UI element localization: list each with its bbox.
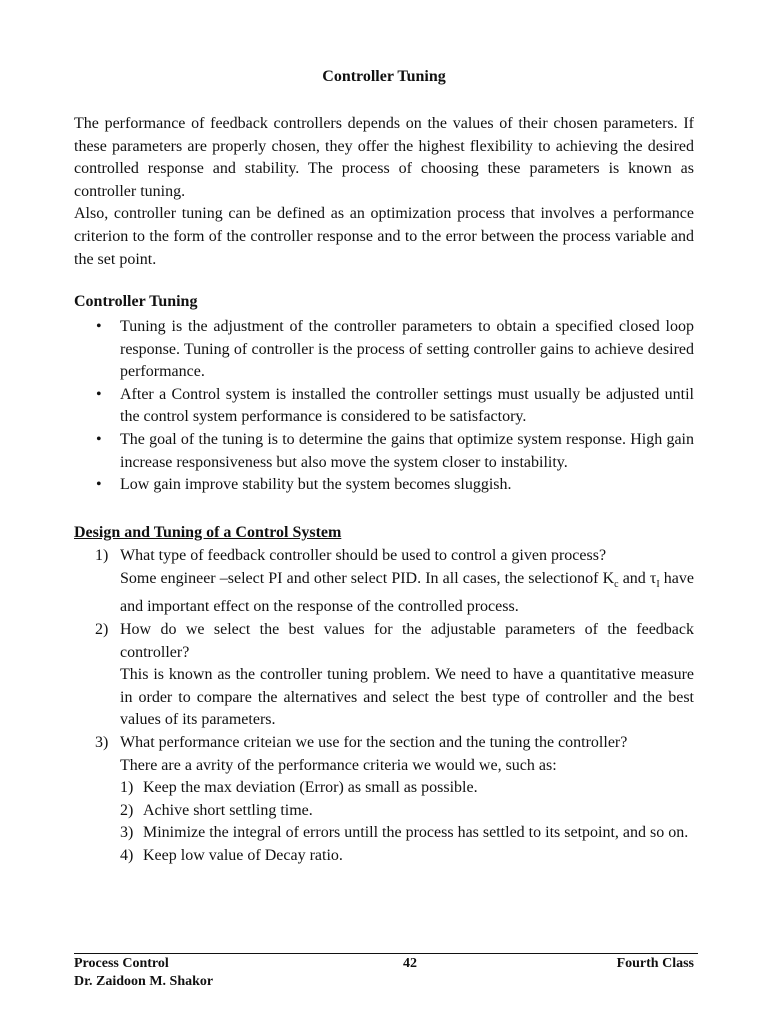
question-text: How do we select the best values for the adjustable parameters of the feedback controller? (120, 620, 694, 661)
list-item (95, 619, 694, 732)
intro-text (74, 113, 694, 271)
list-item (96, 429, 694, 474)
bullet-text: The goal of the tuning is to determine the gains that optimize system response. High gain increase responsiveness but also move the system closer to instability. (120, 430, 694, 471)
item-number: 2) (120, 801, 134, 819)
criteria-text: Minimize the integral of errors untill the process has settled to its setpoint, and so on. (143, 824, 689, 842)
bullet-icon: • (96, 430, 102, 448)
answer-text: Some engineer –select PI and other select PID. In all cases, the selectionof $K_c$ and $\tau_I$ have and important effect on the response of the controlled process. (120, 569, 694, 616)
page-title: Controller Tuning (322, 68, 446, 85)
item-number: 1) (95, 547, 109, 564)
item-number: 2) (95, 620, 109, 638)
criteria-list (120, 777, 694, 867)
answer-text: This is known as the controller tuning problem. We need to have a quantitative measure in order to compare the alternatives and select the best type of controller and the best values of its parameters. (120, 666, 694, 729)
list-item (96, 384, 694, 429)
criteria-text: Achive short settling time. (143, 801, 313, 819)
bullet-text: After a Control system is installed the controller settings must usually be adjusted until the control system performance is considered to be satisfactory. (120, 385, 694, 426)
design-question-list (95, 545, 694, 868)
bullet-icon: • (96, 476, 102, 494)
list-item (95, 732, 694, 868)
list-item (120, 800, 694, 823)
bullet-text: Low gain improve stability but the system becomes sluggish. (120, 476, 512, 494)
list-item (120, 777, 694, 800)
question-text: What performance criteian we use for the section and the tuning the controller? (120, 733, 628, 751)
item-number: 3) (120, 824, 134, 842)
section-heading-controller-tuning: Controller Tuning (74, 293, 198, 310)
footer-divider (74, 953, 698, 954)
list-item (120, 845, 694, 868)
footer-course: Process Control (74, 956, 169, 971)
item-number: 4) (120, 846, 134, 864)
intro-paragraph-2: Also, controller tuning can be defined as an optimization process that involves a performance criterion to the form of the controller response and to the error between the process variable and the set point. (74, 205, 694, 268)
criteria-text: Keep low value of Decay ratio. (143, 846, 343, 864)
question-text: What type of feedback controller should be used to control a given process? (120, 547, 607, 564)
bullet-icon: • (96, 318, 102, 335)
bullet-icon: • (96, 385, 102, 403)
footer-left (74, 955, 213, 991)
item-number: 3) (95, 733, 109, 751)
intro-paragraph-1: The performance of feedback controllers depends on the values of their chosen parameters. If these parameters are properly chosen, they offer the highest flexibility to achieving the desired controlled response and stability. The process of choosing these parameters is known as controller tuning. (74, 115, 694, 200)
tuning-bullet-list (96, 316, 694, 497)
section-heading-design-and-tuning: Design and Tuning of a Control System (74, 524, 342, 541)
list-item (95, 545, 694, 619)
page-number: 42 (403, 956, 417, 971)
item-number: 1) (120, 779, 134, 797)
bullet-text: Tuning is the adjustment of the controller parameters to obtain a specified closed loop response. Tuning of controller is the process of setting controller gains to achieve desired performance. (120, 318, 694, 381)
list-item (96, 474, 694, 497)
footer-author: Dr. Zaidoon M. Shakor (74, 974, 214, 989)
footer-class: Fourth Class (616, 956, 694, 971)
criteria-text: Keep the max deviation (Error) as small as possible. (143, 779, 478, 797)
answer-text: There are a avrity of the performance criteria we would we, such as: (120, 756, 557, 774)
list-item (96, 316, 694, 384)
list-item (120, 822, 694, 845)
